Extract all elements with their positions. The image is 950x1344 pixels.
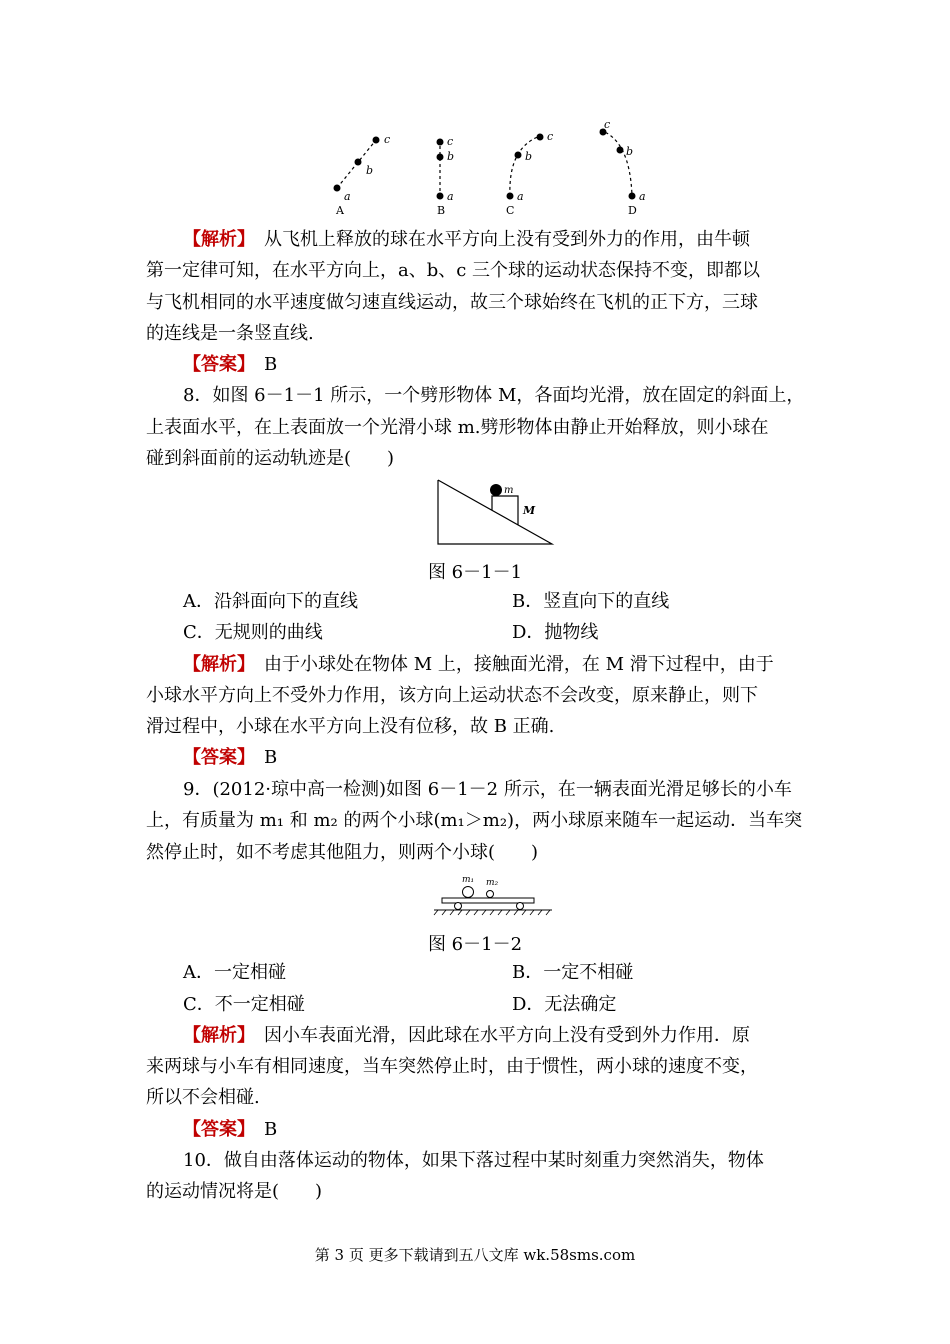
answer-value: B — [264, 747, 278, 768]
ball-m2 — [487, 891, 494, 898]
q8-answer — [183, 746, 843, 770]
q10-stem-line: 的运动情况将是( ) — [146, 1181, 323, 1202]
q7-analysis-line: 【解析】 从飞机上释放的球在水平方向上没有受到外力的作用，由牛顿 — [183, 229, 750, 250]
q8-analysis-line: 【解析】 由于小球处在物体 M 上，接触面光滑，在 M 滑下过程中，由于 — [183, 654, 774, 675]
point-label: a — [639, 190, 646, 203]
option-a: A．沿斜面向下的直线 — [183, 591, 358, 612]
q8-stem-line: 碰到斜面前的运动轨迹是( ) — [146, 448, 395, 469]
wedge-label: M — [523, 504, 536, 517]
option-d: D．无法确定 — [512, 994, 617, 1015]
ball-label: m₁ — [462, 875, 475, 885]
point-label: b — [366, 164, 374, 177]
q7-analysis-line: 与飞机相同的水平速度做匀速直线运动，故三个球始终在飞机的正下方，三球 — [146, 292, 758, 313]
answer-tag: 【答案】 — [183, 1119, 246, 1140]
q10-stem-line: 10．做自由落体运动的物体，如果下落过程中某时刻重力突然消失，物体 — [183, 1150, 764, 1171]
q8-analysis-line: 小球水平方向上不受外力作用，该方向上运动状态不会改变，原来静止，则下 — [146, 685, 758, 706]
analysis-tag: 【解析】 — [183, 229, 246, 250]
ball-label: m₂ — [486, 878, 499, 888]
q9-analysis-line: 所以不会相碰. — [146, 1087, 260, 1108]
option-c-diagram — [506, 130, 553, 217]
wheel — [455, 903, 462, 910]
ball-m — [490, 484, 502, 496]
option-label: A — [336, 204, 344, 217]
point-label: c — [447, 135, 454, 148]
option-a: A．一定相碰 — [183, 962, 286, 983]
option-label: B — [437, 204, 446, 217]
answer-tag: 【答案】 — [183, 354, 246, 375]
option-label: C — [506, 204, 515, 217]
q7-answer — [183, 353, 843, 377]
ball-label: m — [504, 485, 514, 496]
figure-caption: 图 6－1－1 — [427, 562, 523, 583]
option-d: D．抛物线 — [512, 622, 599, 643]
wheel — [517, 903, 524, 910]
option-c: C．无规则的曲线 — [183, 622, 323, 643]
wedge-on-incline-figure — [432, 476, 572, 556]
q8-analysis-line: 滑过程中，小球在水平方向上没有位移，故 B 正确. — [146, 716, 555, 737]
point-label: a — [517, 190, 524, 203]
page-footer: 第 3 页 更多下载请到五八文库 wk.58sms.com — [314, 1246, 636, 1264]
q9-stem-line: 上，有质量为 m₁ 和 m₂ 的两个小球(m₁＞m₂)，两小球原来随车一起运动．当车突 — [146, 810, 803, 831]
option-b: B．竖直向下的直线 — [512, 591, 670, 612]
option-label: D — [628, 204, 637, 217]
q9-analysis-line: 来两球与小车有相同速度，当车突然停止时，由于惯性，两小球的速度不变， — [146, 1056, 758, 1077]
q9-stem-line: 然停止时，如不考虑其他阻力，则两个小球( ) — [146, 842, 539, 863]
point-label: b — [525, 150, 533, 163]
figure-caption: 图 6－1－2 — [427, 934, 523, 955]
q9-analysis-line: 【解析】 因小车表面光滑，因此球在水平方向上没有受到外力作用．原 — [183, 1025, 750, 1046]
answer-tag: 【答案】 — [183, 747, 246, 768]
q7-analysis-line: 第一定律可知，在水平方向上，a、b、c 三个球的运动状态保持不变，即都以 — [146, 260, 761, 281]
answer-value: B — [264, 354, 278, 375]
q8-stem-line: 上表面水平，在上表面放一个光滑小球 m.劈形物体由静止开始释放，则小球在 — [146, 417, 769, 438]
option-a-diagram — [334, 133, 391, 217]
option-c: C．不一定相碰 — [183, 994, 305, 1015]
point-label: a — [344, 190, 351, 203]
ball-m1 — [463, 887, 474, 898]
q8-stem-line: 8．如图 6－1－1 所示，一个劈形物体 M，各面均光滑，放在固定的斜面上， — [183, 385, 805, 406]
cart-with-balls-figure — [430, 870, 560, 920]
q9-stem-line: 9．(2012·琼中高一检测)如图 6－1－2 所示，在一辆表面光滑足够长的小车 — [183, 779, 792, 800]
q9-answer — [183, 1118, 843, 1142]
option-b: B．一定不相碰 — [512, 962, 634, 983]
trajectory-options-figure — [0, 118, 950, 218]
answer-value: B — [264, 1119, 278, 1140]
analysis-tag: 【解析】 — [183, 1025, 246, 1046]
q7-analysis-line: 的连线是一条竖直线. — [146, 323, 314, 344]
analysis-tag: 【解析】 — [183, 654, 246, 675]
point-label: b — [447, 150, 455, 163]
point-label: c — [547, 130, 554, 143]
point-label: a — [447, 190, 454, 203]
option-b-diagram — [437, 135, 455, 217]
point-label: c — [604, 118, 611, 131]
point-label: b — [626, 145, 634, 158]
point-label: c — [384, 133, 391, 146]
option-d-diagram — [600, 118, 646, 217]
